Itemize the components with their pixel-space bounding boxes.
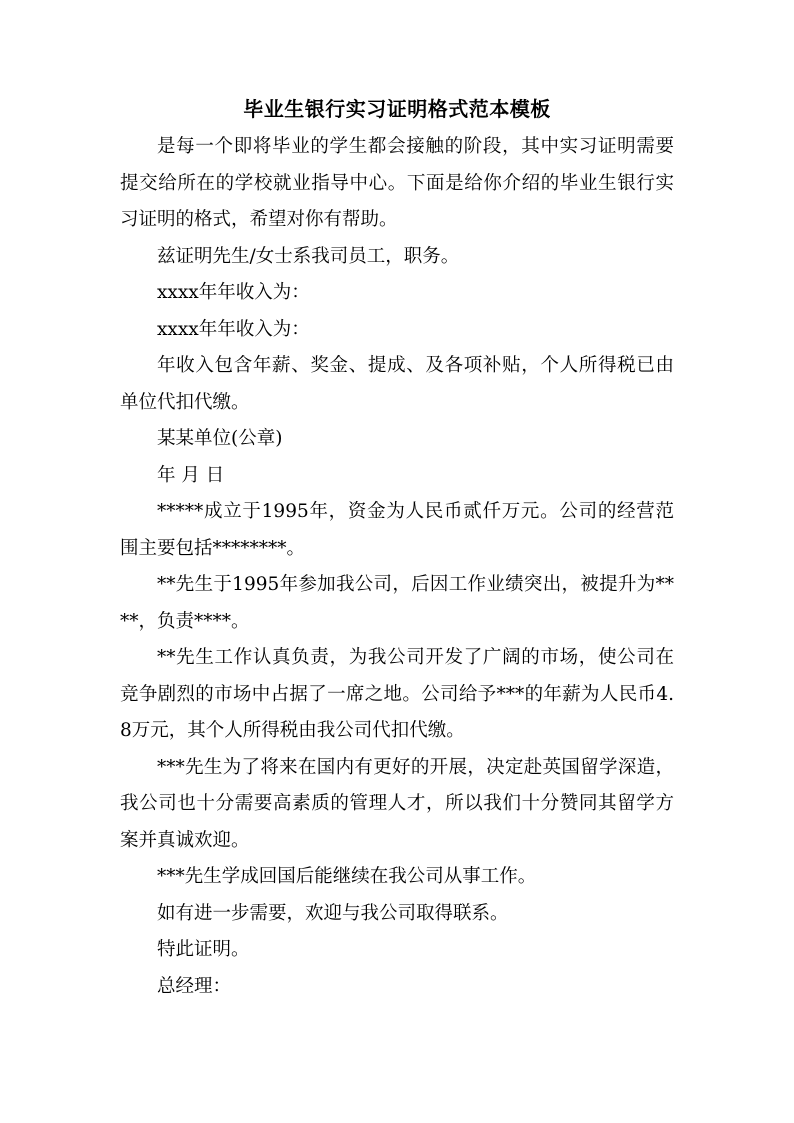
date-line: 年 月 日 <box>157 464 225 486</box>
employee-history-paragraph: **先生于1995年参加我公司，后因工作业绩突出，被提升为****，负责****。 <box>120 574 674 632</box>
employment-statement: 兹证明先生/女士系我司员工，职务。 <box>157 245 460 267</box>
signature-line: 总经理： <box>157 975 232 997</box>
return-paragraph: ***先生学成回国后能继续在我公司从事工作。 <box>157 866 537 887</box>
company-seal-line: 某某单位(公章) <box>157 428 283 449</box>
income-note: 年收入包含年薪、奖金、提成、及各项补贴，个人所得税已由单位代扣代缴。 <box>120 355 674 413</box>
intro-paragraph: 是每一个即将毕业的学生都会接触的阶段，其中实习证明需要提交给所在的学校就业指导中心。下面是给你介绍的毕业生银行实习证明的格式，希望对你有帮助。 <box>120 136 674 230</box>
contact-paragraph: 如有进一步需要，欢迎与我公司取得联系。 <box>157 902 509 924</box>
certification-line: 特此证明。 <box>157 939 250 960</box>
employee-performance-paragraph: **先生工作认真负责，为我公司开发了广阔的市场，使公司在竞争剧烈的市场中占据了一席之地。公司给予***的年薪为人民币4.8万元，其个人所得税由我公司代扣代缴。 <box>120 647 674 741</box>
study-abroad-paragraph: ***先生为了将来在国内有更好的开展，决定赴英国留学深造，我公司也十分需要高素质的管理人才，所以我们十分赞同其留学方案并真诚欢迎。 <box>120 756 674 851</box>
income-line-1: xxxx年年收入为： <box>157 282 310 303</box>
document-title: 毕业生银行实习证明格式范本模板 <box>243 97 551 121</box>
income-line-2: xxxx年年收入为： <box>157 318 310 340</box>
company-intro-paragraph: *****成立于1995年，资金为人民币贰仟万元。公司的经营范围主要包括********。 <box>120 501 674 559</box>
